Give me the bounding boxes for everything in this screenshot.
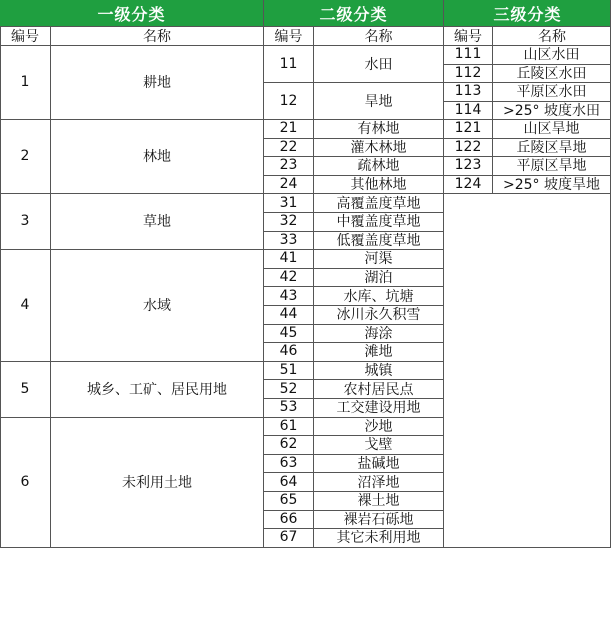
level3-code: 113	[454, 83, 482, 100]
level1-name: 草地	[143, 214, 171, 231]
level2-code: 62	[279, 436, 298, 453]
header-level1: 一级分类	[0, 0, 263, 26]
level2-code: 11	[279, 55, 298, 72]
level1-name: 城乡、工矿、居民用地	[87, 381, 227, 398]
level3-name: 丘陵区旱地	[516, 139, 587, 156]
level2-name: 疏林地	[357, 158, 400, 175]
level2-code: 63	[279, 455, 298, 472]
level1-code: 1	[20, 74, 30, 90]
level3-code: 124	[454, 175, 482, 192]
level2-name: 沙地	[364, 418, 393, 435]
level2-name: 水田	[364, 56, 393, 73]
level2-code: 42	[279, 269, 298, 286]
level1-name: 未利用土地	[122, 474, 192, 491]
level3-code: 122	[454, 138, 482, 155]
level1-code: 4	[20, 296, 30, 313]
level2-code: 45	[279, 324, 298, 341]
grid-line	[0, 26, 1, 547]
grid-line	[0, 547, 611, 548]
subheader-level3-name: 名称	[538, 29, 566, 45]
level3-name: >25° 坡度水田	[503, 102, 600, 119]
grid-line	[263, 0, 264, 547]
grid-line	[0, 26, 611, 27]
level2-code: 53	[279, 399, 298, 416]
level2-code: 43	[279, 287, 298, 304]
level1-name: 耕地	[143, 75, 171, 91]
level2-name: 工交建设用地	[336, 400, 421, 417]
level2-name: 裸土地	[357, 493, 400, 510]
grid-line	[313, 26, 314, 547]
level2-name: 海涂	[364, 325, 393, 342]
level2-name: 中覆盖度草地	[336, 214, 421, 231]
level3-name: 平原区旱地	[516, 158, 587, 175]
level2-code: 23	[279, 157, 298, 174]
level2-name: 灌木林地	[350, 139, 407, 156]
level2-code: 46	[279, 343, 298, 360]
level1-name: 林地	[143, 149, 171, 166]
level3-name: 丘陵区水田	[516, 65, 587, 82]
subheader-level1-code: 编号	[11, 29, 39, 45]
level2-code: 44	[279, 306, 298, 323]
level2-name: 冰川永久积雪	[336, 307, 421, 324]
level1-code: 3	[20, 213, 30, 230]
level2-code: 51	[279, 362, 298, 379]
level3-code: 123	[454, 157, 482, 174]
header-level2: 二级分类	[264, 0, 443, 26]
level2-name: 城镇	[364, 363, 393, 380]
level3-name: 山区水田	[523, 47, 580, 64]
level2-name: 其他林地	[350, 177, 407, 194]
level2-code: 22	[279, 138, 298, 155]
grid-line	[492, 26, 493, 193]
level2-code: 31	[279, 194, 298, 211]
level3-code: 121	[454, 120, 482, 137]
grid-line	[0, 45, 611, 46]
header-level3: 三级分类	[444, 0, 611, 26]
level3-name: >25° 坡度旱地	[503, 176, 600, 193]
level2-code: 61	[279, 417, 298, 434]
subheader-level2-code: 编号	[274, 29, 303, 45]
level2-name: 裸岩石砾地	[343, 511, 414, 528]
level2-name: 低覆盖度草地	[336, 232, 421, 249]
level1-code: 6	[20, 473, 30, 490]
level2-code: 32	[279, 213, 298, 230]
level2-code: 64	[279, 473, 298, 490]
level3-code: 112	[454, 64, 482, 81]
level2-code: 66	[279, 510, 298, 527]
level2-name: 高覆盖度草地	[336, 195, 421, 212]
level2-name: 河渠	[364, 251, 393, 268]
subheader-level2-name: 名称	[364, 29, 393, 45]
level2-name: 农村居民点	[343, 381, 414, 398]
level2-code: 65	[279, 492, 298, 509]
grid-line	[50, 26, 51, 547]
level1-name: 水域	[143, 297, 171, 314]
level1-code: 2	[20, 148, 30, 165]
level3-code: 114	[454, 101, 482, 118]
level2-name: 湖泊	[364, 270, 393, 287]
subheader-level3-code: 编号	[454, 29, 482, 45]
level1-code: 5	[20, 380, 30, 397]
level2-name: 水库、坑塘	[343, 288, 414, 305]
level2-code: 24	[279, 176, 298, 193]
level2-code: 41	[279, 250, 298, 267]
level3-name: 山区旱地	[523, 121, 580, 138]
level3-name: 平原区水田	[516, 84, 587, 101]
level2-code: 21	[279, 120, 298, 137]
level2-code: 33	[279, 231, 298, 248]
level2-code: 12	[279, 92, 298, 109]
level2-name: 盐碱地	[357, 456, 400, 473]
level2-code: 52	[279, 380, 298, 397]
level3-code: 111	[454, 46, 482, 63]
level2-name: 沼泽地	[357, 474, 400, 491]
level2-name: 有林地	[357, 121, 400, 138]
level2-name: 其它未利用地	[336, 530, 421, 547]
level2-name: 旱地	[364, 93, 393, 110]
grid-line	[443, 0, 444, 547]
subheader-level1-name: 名称	[143, 29, 171, 45]
level2-code: 67	[279, 529, 298, 546]
grid-line	[443, 193, 611, 194]
level2-name: 戈壁	[364, 437, 393, 454]
level2-name: 滩地	[364, 344, 393, 361]
